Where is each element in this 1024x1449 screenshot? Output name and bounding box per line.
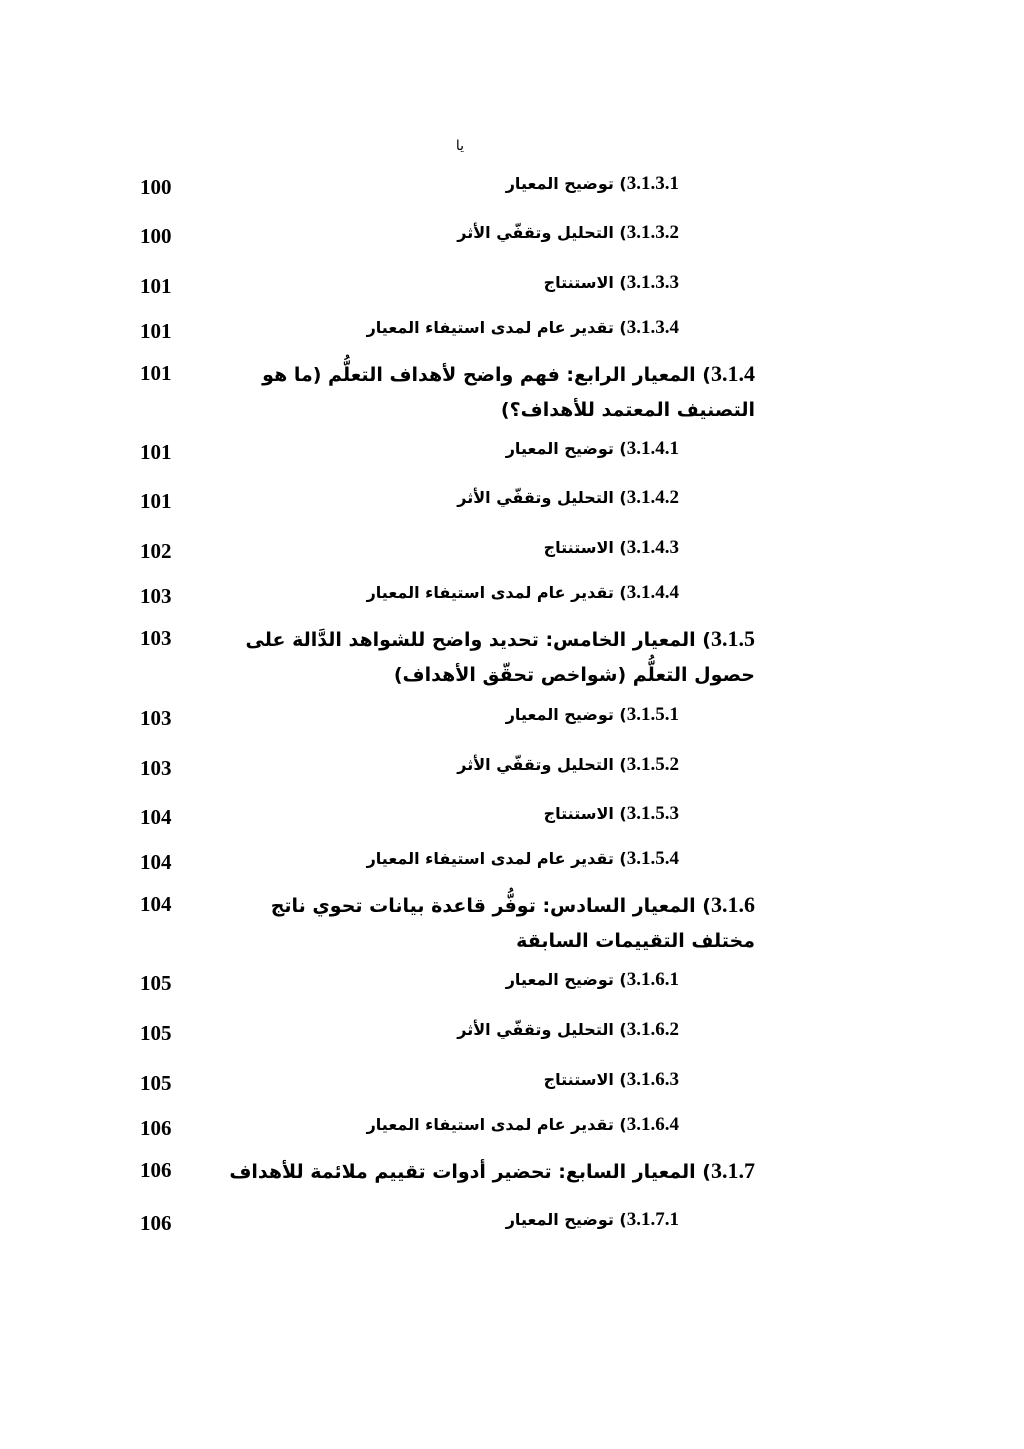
- toc-entry: [140, 753, 755, 783]
- toc-title-text: التحليل وتقفّي الأثر: [457, 1020, 614, 1039]
- toc-title-text: توضيح المعيار: [505, 1210, 614, 1229]
- toc-entry: [140, 316, 755, 346]
- toc-entry: [140, 1113, 755, 1143]
- toc-section-number: 3.1.5: [711, 626, 755, 651]
- toc-title-text: التحليل وتقفّي الأثر: [457, 488, 614, 507]
- toc-page-number: 101: [140, 489, 172, 513]
- toc-page-number: 101: [140, 361, 172, 385]
- toc-title-text: المعيار السابع: تحضير أدوات تقييم ملائمة للأهداف: [229, 1161, 696, 1183]
- toc-entry: [140, 486, 755, 516]
- toc-title-text: الاستنتاج: [543, 538, 614, 557]
- toc-title-text: المعيار الخامس: تحديد واضح للشواهد الدَّالة على حصول التعلُّم (شواخص تحقّق الأهداف): [245, 629, 755, 686]
- toc-title: 3.1.6) المعيار السادس: توفُّر قاعدة بيانات تحوي ناتج مختلف التقييمات السابقة: [270, 892, 755, 952]
- toc-title: 3.1.4) المعيار الرابع: فهم واضح لأهداف التعلُّم (ما هو التصنيف المعتمد للأهداف؟): [262, 361, 755, 421]
- toc-section-number: 3.1.6: [711, 892, 755, 917]
- toc-title: 3.1.5.2) التحليل وتقفّي الأثر: [457, 754, 679, 775]
- toc-section-number: 3.1.5.1: [626, 704, 679, 725]
- toc-title-text: توضيح المعيار: [505, 705, 614, 724]
- toc-page-number: 103: [140, 626, 172, 650]
- toc-title-text: توضيح المعيار: [505, 439, 614, 458]
- toc-entry: [140, 221, 755, 251]
- toc-entry: [140, 968, 755, 998]
- toc-page-number: 101: [140, 319, 172, 343]
- toc-title: 3.1.5.3) الاستنتاج: [543, 803, 679, 824]
- page-marker: يا: [455, 138, 465, 154]
- toc-title: 3.1.5.4) تقدير عام لمدى استيفاء المعيار: [366, 848, 679, 869]
- toc-entry: [140, 802, 755, 832]
- toc-title-text: الاستنتاج: [543, 804, 614, 823]
- toc-entry: [140, 621, 755, 686]
- toc-entry: [140, 581, 755, 611]
- toc-page-number: 105: [140, 1071, 172, 1095]
- toc-section-number: 3.1.4.1: [626, 438, 679, 459]
- toc-title-text: التحليل وتقفّي الأثر: [457, 223, 614, 242]
- toc-entry: [140, 703, 755, 733]
- toc-title-text: الاستنتاج: [543, 273, 614, 292]
- toc-section-number: 3.1.4: [711, 361, 755, 386]
- toc-entry: [140, 1018, 755, 1048]
- toc-title: 3.1.7.1) توضيح المعيار: [505, 1209, 679, 1230]
- toc-page-number: 104: [140, 892, 172, 916]
- toc-entry: [140, 847, 755, 877]
- toc-section-number: 3.1.5.3: [626, 803, 679, 824]
- toc-title-text: توضيح المعيار: [505, 174, 614, 193]
- toc-page-number: 103: [140, 584, 172, 608]
- toc-title: 3.1.3.3) الاستنتاج: [543, 272, 679, 293]
- toc-title: 3.1.6.1) توضيح المعيار: [505, 969, 679, 990]
- toc-section-number: 3.1.3.2: [626, 222, 679, 243]
- toc-page-number: 106: [140, 1158, 172, 1182]
- toc-section-number: 3.1.7: [711, 1158, 755, 1183]
- toc-section-number: 3.1.3.4: [626, 317, 679, 338]
- toc-entry: [140, 172, 755, 202]
- toc-entry: [140, 437, 755, 467]
- toc-title-text: تقدير عام لمدى استيفاء المعيار: [366, 583, 614, 602]
- toc-title: 3.1.7) المعيار السابع: تحضير أدوات تقييم ملائمة للأهداف: [229, 1158, 755, 1183]
- toc-page-number: 104: [140, 850, 172, 874]
- toc-section-number: 3.1.5.4: [626, 848, 679, 869]
- toc-title: 3.1.3.1) توضيح المعيار: [505, 173, 679, 194]
- toc-title: 3.1.3.4) تقدير عام لمدى استيفاء المعيار: [366, 317, 679, 338]
- toc-title-text: تقدير عام لمدى استيفاء المعيار: [366, 1115, 614, 1134]
- toc-entry: [140, 536, 755, 566]
- toc-title-text: الاستنتاج: [543, 1070, 614, 1089]
- toc-entry: [140, 887, 755, 952]
- toc-page-number: 105: [140, 1021, 172, 1045]
- toc-section-number: 3.1.6.1: [626, 969, 679, 990]
- toc-page-number: 104: [140, 805, 172, 829]
- toc-title: 3.1.4.4) تقدير عام لمدى استيفاء المعيار: [366, 582, 679, 603]
- toc-title: 3.1.5.1) توضيح المعيار: [505, 704, 679, 725]
- toc-title-text: تقدير عام لمدى استيفاء المعيار: [366, 849, 614, 868]
- toc-section-number: 3.1.4.4: [626, 582, 679, 603]
- toc-page-number: 103: [140, 706, 172, 730]
- toc-title: 3.1.3.2) التحليل وتقفّي الأثر: [457, 222, 679, 243]
- toc-title-text: تقدير عام لمدى استيفاء المعيار: [366, 318, 614, 337]
- toc-section-number: 3.1.6.3: [626, 1069, 679, 1090]
- toc-section-number: 3.1.4.3: [626, 537, 679, 558]
- toc-entry: [140, 1153, 755, 1183]
- toc-section-number: 3.1.6.4: [626, 1114, 679, 1135]
- toc-title: 3.1.6.3) الاستنتاج: [543, 1069, 679, 1090]
- toc-page-number: 100: [140, 175, 172, 199]
- toc-title: 3.1.5) المعيار الخامس: تحديد واضح للشواهد الدَّالة على حصول التعلُّم (شواخص تحقّق الأهداف): [245, 626, 755, 686]
- toc-page-number: 102: [140, 539, 172, 563]
- toc-title-text: التحليل وتقفّي الأثر: [457, 755, 614, 774]
- toc-title: 3.1.6.4) تقدير عام لمدى استيفاء المعيار: [366, 1114, 679, 1135]
- toc-page-number: 106: [140, 1211, 172, 1235]
- toc-page-number: 101: [140, 440, 172, 464]
- toc-entry: [140, 1208, 755, 1238]
- toc-section-number: 3.1.7.1: [626, 1209, 679, 1230]
- toc-section-number: 3.1.6.2: [626, 1019, 679, 1040]
- toc-title: 3.1.4.3) الاستنتاج: [543, 537, 679, 558]
- toc-section-number: 3.1.5.2: [626, 754, 679, 775]
- toc-title-text: المعيار الرابع: فهم واضح لأهداف التعلُّم (ما هو التصنيف المعتمد للأهداف؟): [262, 364, 755, 421]
- toc-page-number: 103: [140, 756, 172, 780]
- toc-entry: [140, 356, 755, 421]
- toc-title: 3.1.4.1) توضيح المعيار: [505, 438, 679, 459]
- toc-page-number: 100: [140, 224, 172, 248]
- toc-entry: [140, 271, 755, 301]
- toc-section-number: 3.1.3.3: [626, 272, 679, 293]
- toc-title-text: المعيار السادس: توفُّر قاعدة بيانات تحوي ناتج مختلف التقييمات السابقة: [270, 895, 755, 952]
- toc-page-number: 105: [140, 971, 172, 995]
- toc-page-number: 101: [140, 274, 172, 298]
- toc-title-text: توضيح المعيار: [505, 970, 614, 989]
- toc-title: 3.1.4.2) التحليل وتقفّي الأثر: [457, 487, 679, 508]
- toc-section-number: 3.1.3.1: [626, 173, 679, 194]
- toc-page-number: 106: [140, 1116, 172, 1140]
- toc-section-number: 3.1.4.2: [626, 487, 679, 508]
- toc-title: 3.1.6.2) التحليل وتقفّي الأثر: [457, 1019, 679, 1040]
- toc-entry: [140, 1068, 755, 1098]
